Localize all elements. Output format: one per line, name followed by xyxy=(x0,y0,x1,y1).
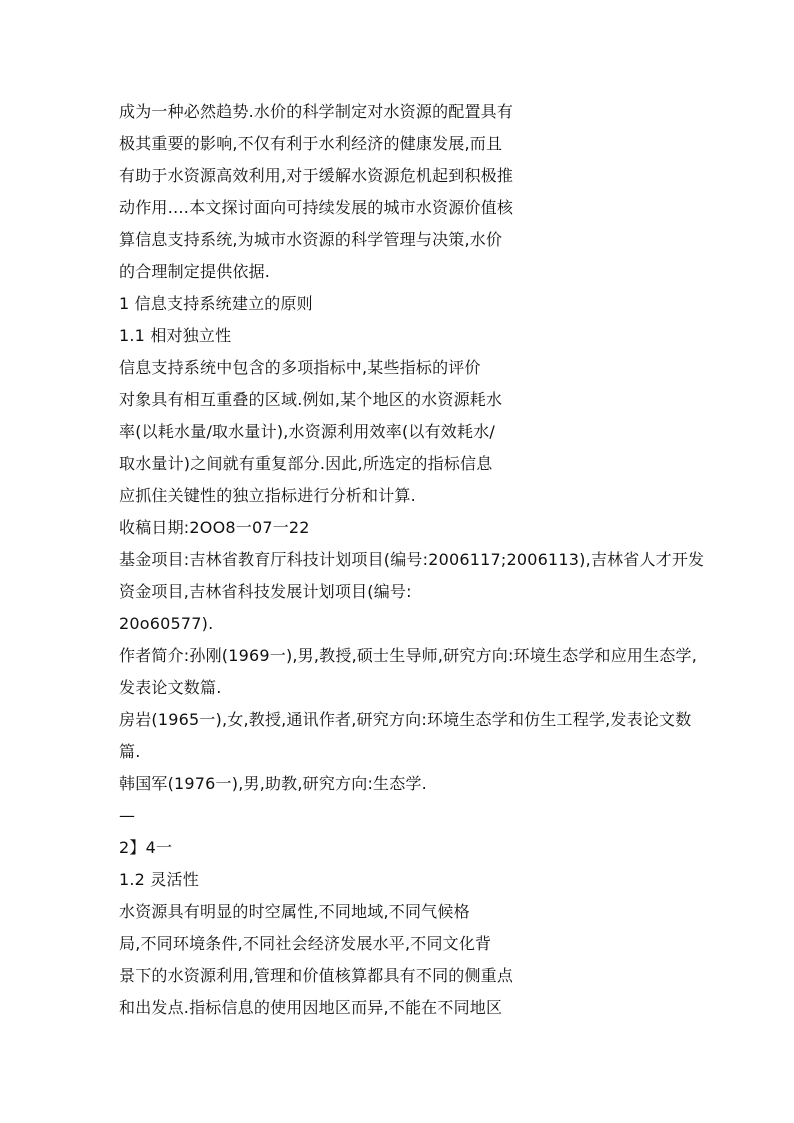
text-line: 对象具有相互重叠的区域.例如,某个地区的水资源耗水 xyxy=(119,390,503,409)
text-line: 景下的水资源利用,管理和价值核算都具有不同的侧重点 xyxy=(119,966,514,985)
funding-note: 基金项目:吉林省教育厅科技计划项目(编号:2006117;2006113),吉林省人才开发 xyxy=(119,550,705,569)
subsection-heading: 1.2 灵活性 xyxy=(119,870,199,889)
text-line: 率(以耗水量/取水量计),水资源利用效率(以有效耗水/ xyxy=(119,422,495,441)
received-date: 收稿日期:2OO8一07一22 xyxy=(119,518,310,537)
text-line: 局,不同环境条件,不同社会经济发展水平,不同文化背 xyxy=(119,934,492,953)
author-note: 作者简介:孙刚(1969一),男,教授,硕士生导师,研究方向:环境生态学和应用生态学, xyxy=(119,646,698,665)
section-heading: 1 信息支持系统建立的原则 xyxy=(119,294,313,313)
funding-note: 20o60577). xyxy=(119,614,214,633)
text-line: 水资源具有明显的时空属性,不同地域,不同气候格 xyxy=(119,902,470,921)
author-note: 韩国军(1976一),男,助教,研究方向:生态学. xyxy=(119,774,427,793)
text-line: 极其重要的影响,不仅有利于水利经济的健康发展,而且 xyxy=(119,134,503,153)
author-note: 房岩(1965一),女,教授,通讯作者,研究方向:环境生态学和仿生工程学,发表论文数 xyxy=(119,710,692,729)
author-note: 篇. xyxy=(119,742,141,761)
text-line: 信息支持系统中包含的多项指标中,某些指标的评价 xyxy=(119,358,481,377)
author-note: 发表论文数篇. xyxy=(119,678,222,697)
funding-note: 资金项目,吉林省科技发展计划项目(编号: xyxy=(119,582,412,601)
text-line: 成为一种必然趋势.水价的科学制定对水资源的配置具有 xyxy=(119,102,514,121)
text-line: 动作用….本文探讨面向可持续发展的城市水资源价值核 xyxy=(119,198,514,217)
text-line: 应抓住关键性的独立指标进行分析和计算. xyxy=(119,486,416,505)
separator-mark: — xyxy=(119,806,136,825)
text-line: 取水量计)之间就有重复部分.因此,所选定的指标信息 xyxy=(119,454,493,473)
page-number: 2】4一 xyxy=(119,838,173,857)
text-line: 有助于水资源高效利用,对于缓解水资源危机起到积极推 xyxy=(119,166,514,185)
text-line: 和出发点.指标信息的使用因地区而异,不能在不同地区 xyxy=(119,998,503,1017)
text-line: 算信息支持系统,为城市水资源的科学管理与决策,水价 xyxy=(119,230,503,249)
subsection-heading: 1.1 相对独立性 xyxy=(119,326,232,345)
text-line: 的合理制定提供依据. xyxy=(119,262,271,281)
